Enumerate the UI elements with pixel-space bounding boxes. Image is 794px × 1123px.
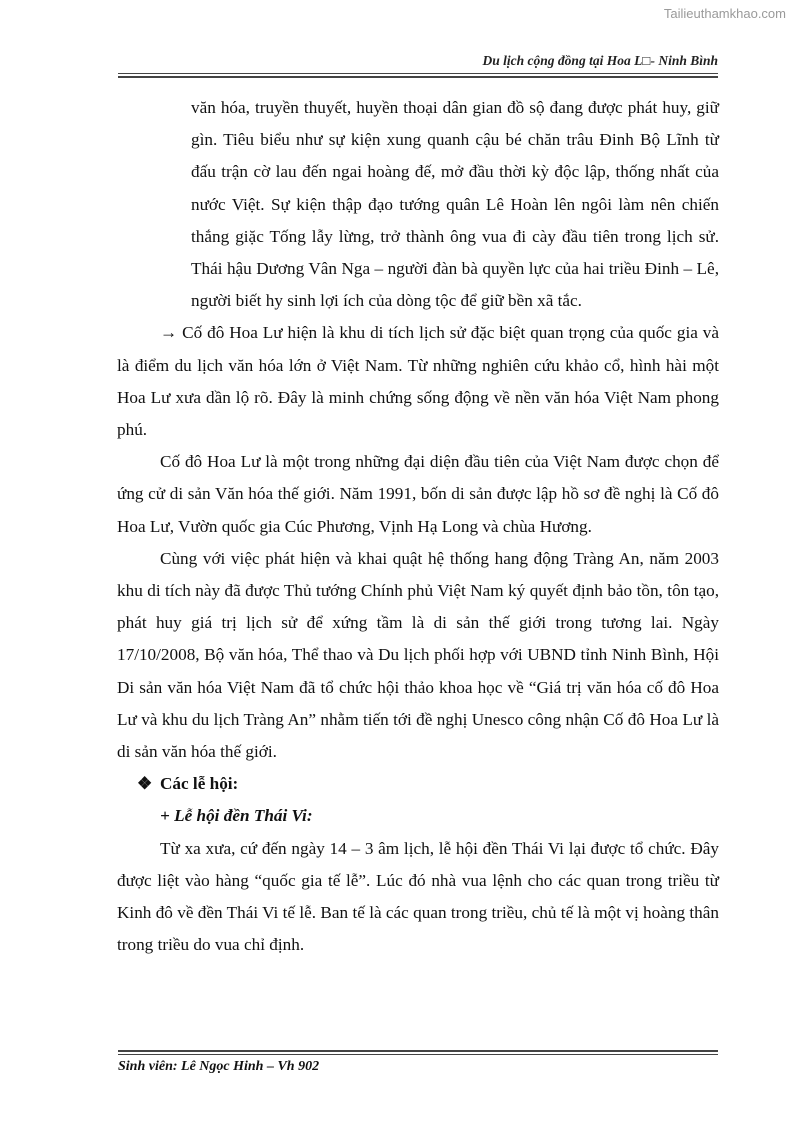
paragraph-continuation: văn hóa, truyền thuyết, huyền thoại dân gian đồ sộ đang được phát huy, giữ gìn. Tiêu biểu như sự kiện xung quanh cậu bé chăn trâu Đinh Bộ Lĩnh từ đấu trận cờ lau đến ngai hoàng đế, mở đầu thời kỳ độc lập, thống nhất của nước Việt. Sự kiện thập đạo tướng quân Lê Hoàn lên ngôi làm nên chiến thắng giặc Tống lẫy lừng, trở thành ông vua đi cày đầu tiên trong lịch sử. Thái hậu Dương Vân Nga – người đàn bà quyền lực của hai triều Đinh – Lê, người biết hy sinh lợi ích của dòng tộc để giữ bền xã tắc. [191,98,719,311]
running-header-title: Du lịch cộng đồng tại Hoa L□- Ninh Bình [482,53,718,68]
header-divider [118,73,718,78]
subheading-prefix: + [160,806,175,826]
paragraph-text: Cố đô Hoa Lư hiện là khu di tích lịch sử đặc biệt quan trọng của quốc gia và là điểm du lịch văn hóa lớn ở Việt Nam. Từ những nghiên cứu khảo cổ, hình hài một Hoa Lư xưa dần lộ rõ. Đây là minh chứng sống động về nền văn hóa Việt Nam phong phú. [117,323,719,440]
watermark: Tailieuthamkhao.com [663,6,786,21]
subheading-thai-vi [117,800,719,832]
paragraph-hoa-lu-site [117,317,719,446]
diamond-bullet-icon: ❖ [137,774,153,794]
heading-text: Các lễ hội: [160,774,239,794]
footer-student-name: Sinh viên: Lê Ngọc Hinh – Vh 902 [118,1059,320,1074]
paragraph-thai-vi-festival: Từ xa xưa, cứ đến ngày 14 – 3 âm lịch, lễ hội đền Thái Vi lại được tổ chức. Đây được liệt vào hàng “quốc gia tế lễ”. Lúc đó nhà vua lệnh cho các quan trong triều từ Kinh đô về đền Thái Vi tế lễ. Ban tế là các quan trong triều, chủ tế là một vị hoàng thân trong triều do vua chỉ định. [117,838,719,955]
paragraph-trang-an: Cùng với việc phát hiện và khai quật hệ thống hang động Tràng An, năm 2003 khu di tích này đã được Thủ tướng Chính phủ Việt Nam ký quyết định bảo tồn, tôn tạo, phát huy giá trị lịch sử để xứng tầm là di sản thế giới trong tương lai. Ngày 17/10/2008, Bộ văn hóa, Thể thao và Du lịch phối hợp với UBND tỉnh Ninh Bình, Hội Di sản văn hóa Việt Nam đã tổ chức hội thảo khoa học về “Giá trị văn hóa cố đô Hoa Lư và khu du lịch Tràng An” nhằm tiến tới đề nghị Unesco công nhận Cố đô Hoa Lư là di sản văn hóa thế giới. [117,548,719,762]
page-body [117,92,719,961]
footer-divider [118,1050,718,1055]
paragraph-heritage-candidacy: Cố đô Hoa Lư là một trong những đại diện đầu tiên của Việt Nam được chọn để ứng cử di sản Văn hóa thế giới. Năm 1991, bốn di sản được lập hồ sơ đề nghị là Cố đô Hoa Lư, Vườn quốc gia Cúc Phương, Vịnh Hạ Long và chùa Hương. [117,452,719,536]
section-heading-festivals [117,768,719,800]
subheading-text: Lễ hội đền Thái Vi: [174,806,313,826]
arrow-icon: → [160,323,178,343]
